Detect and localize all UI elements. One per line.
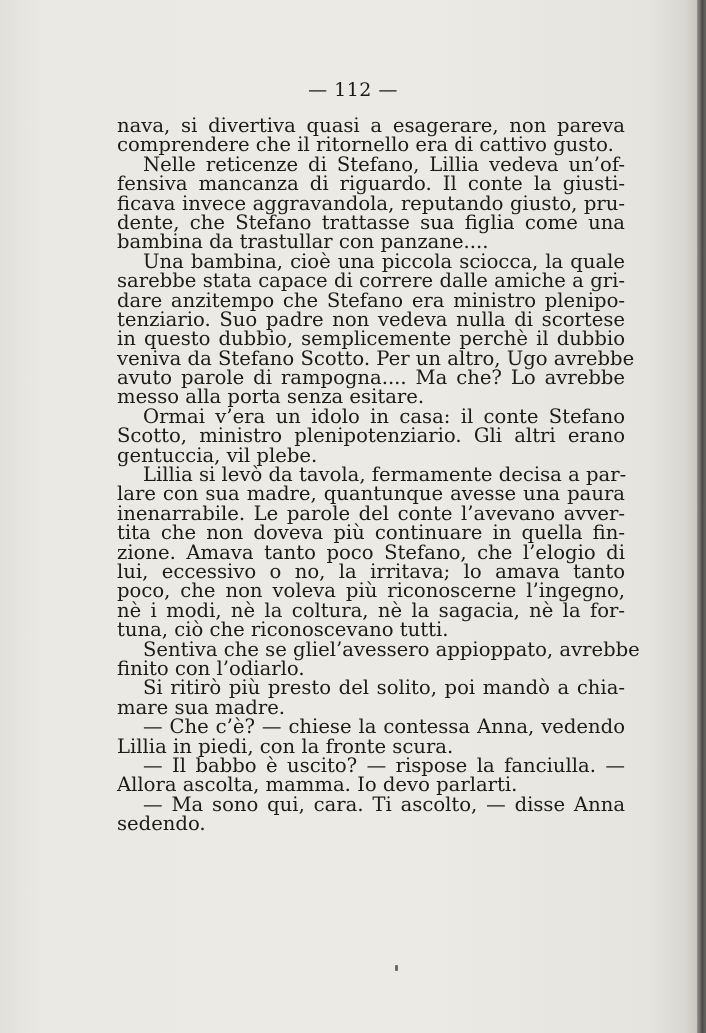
text-line: Allora ascolta, mamma. Io devo parlarti. bbox=[117, 773, 518, 797]
text-line: lare con sua madre, quantunque avesse una paura bbox=[117, 482, 625, 506]
text-line: zione. Amava tanto poco Stefano, che l’elogio di bbox=[117, 540, 625, 564]
text-line: Si ritirò più presto del solito, poi mandò a chia- bbox=[143, 676, 625, 700]
text-line: tenziario. Suo padre non vedeva nulla di scortese bbox=[117, 307, 625, 331]
text-line: nava, si divertiva quasi a esagerare, non pareva bbox=[117, 114, 625, 137]
text-line: avuto parole di rampogna.... Ma che? Lo avrebbe bbox=[117, 366, 625, 390]
text-line: Scotto, ministro plenipotenziario. Gli altri erano bbox=[117, 424, 625, 448]
text-line: bambina da trastullar con panzane.... bbox=[117, 230, 489, 254]
text-line: sedendo. bbox=[117, 812, 206, 836]
text-line: dente, che Stefano trattasse sua figlia come una bbox=[117, 210, 625, 234]
text-line: tita che non doveva più continuare in quella fin- bbox=[117, 521, 625, 545]
text-line: — Ma sono qui, cara. Ti ascolto, — disse Anna bbox=[143, 792, 625, 816]
text-line: poco, che non voleva più riconoscerne l’ingegno, bbox=[117, 579, 625, 603]
text-line: Lillia in piedi, con la fronte scura. bbox=[117, 734, 454, 758]
text-line: comprendere che il ritornello era di cattivo gusto. bbox=[117, 133, 614, 157]
text-line: sarebbe stata capace di correre dalle amiche a gri- bbox=[117, 269, 625, 293]
text-line: — Che c’è? — chiese la contessa Anna, vedendo bbox=[143, 715, 625, 739]
body-text bbox=[117, 114, 640, 836]
text-line: gentuccia, vil plebe. bbox=[117, 443, 318, 467]
text-line: Una bambina, cioè una piccola sciocca, la quale bbox=[143, 249, 625, 273]
text-line: fensiva mancanza di riguardo. Il conte la giusti- bbox=[117, 172, 625, 196]
page-number: — 112 — bbox=[308, 79, 398, 101]
text-line: mare sua madre. bbox=[117, 695, 286, 719]
text-line: — Il babbo è uscito? — rispose la fanciulla. — bbox=[143, 753, 625, 777]
print-speck bbox=[395, 965, 398, 971]
text-line: nè i modi, nè la coltura, nè la sagacia, nè la for- bbox=[117, 598, 625, 622]
text-line: lui, eccessivo o no, la irritava; lo amava tanto bbox=[117, 559, 625, 583]
text-line: messo alla porta senza esitare. bbox=[117, 385, 425, 409]
text-line: tuna, ciò che riconoscevano tutti. bbox=[117, 618, 449, 642]
text-line: Nelle reticenze di Stefano, Lillia vedeva un’of- bbox=[143, 152, 625, 176]
text-line: dare anzitempo che Stefano era ministro plenipo- bbox=[117, 288, 625, 312]
text-line: inenarrabile. Le parole del conte l’avevano avver- bbox=[117, 501, 625, 525]
text-line: in questo dubbio, semplicemente perchè il dubbio bbox=[117, 327, 625, 351]
text-line: Sentiva che se gliel’avessero appioppato, avrebbe bbox=[143, 637, 640, 661]
text-line: Ormai v’era un idolo in casa: il conte Stefano bbox=[143, 404, 625, 428]
text-line: Lillia si levò da tavola, fermamente decisa a par- bbox=[143, 463, 627, 487]
text-line: finito con l’odiarlo. bbox=[117, 656, 305, 680]
text-line: ficava invece aggravandola, reputando giusto, pru- bbox=[117, 191, 625, 215]
text-line: veniva da Stefano Scotto. Per un altro, Ugo avrebbe bbox=[117, 346, 635, 370]
book-spine-edge bbox=[697, 0, 706, 1033]
